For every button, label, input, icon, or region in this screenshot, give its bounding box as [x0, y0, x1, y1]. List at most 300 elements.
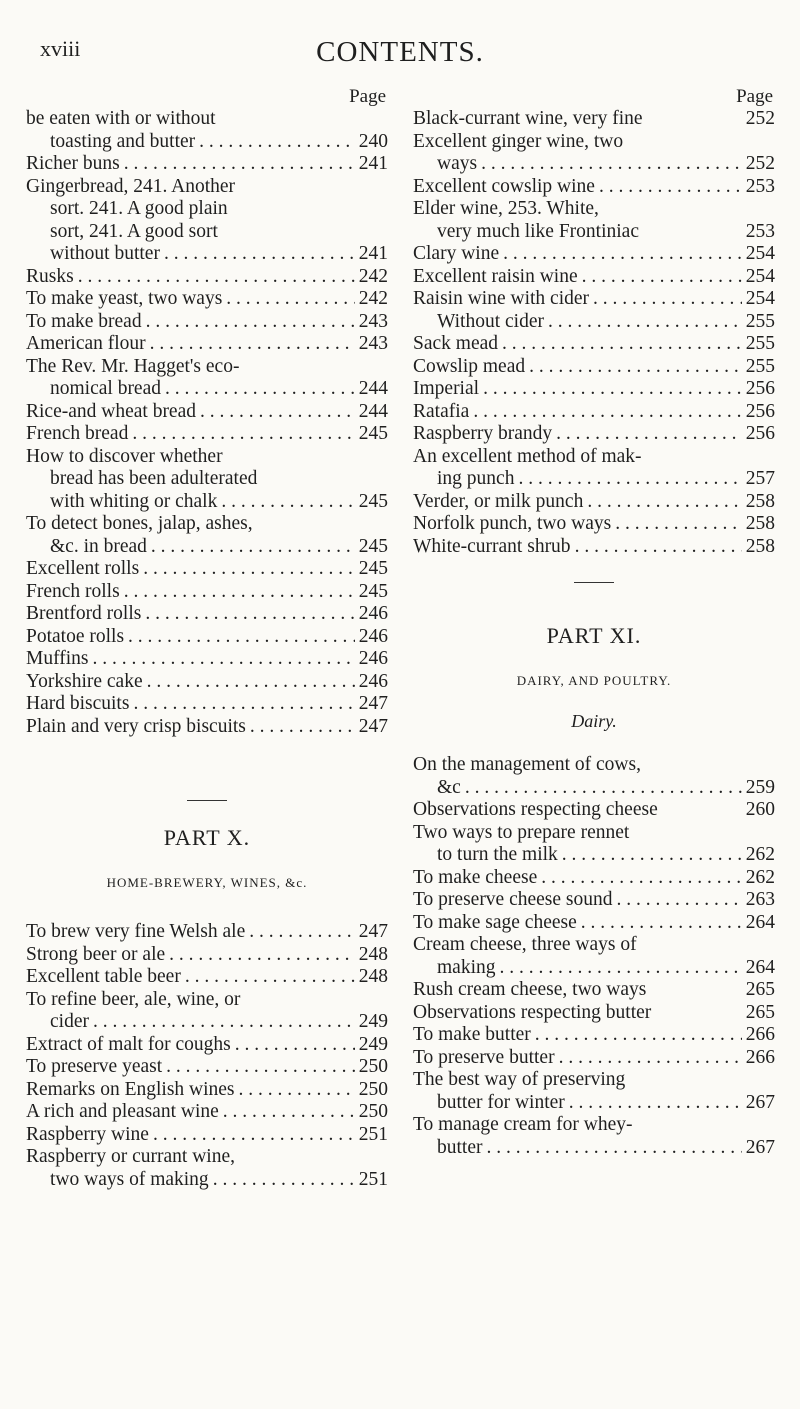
- toc-entry-line: [26, 401, 388, 424]
- toc-entry-text: To make sage cheese: [413, 911, 577, 933]
- toc-entry-line: [26, 1146, 388, 1169]
- toc-entry: [26, 603, 388, 626]
- toc-entry: [26, 176, 388, 266]
- toc-entry-text: To preserve cheese sound: [413, 889, 613, 910]
- toc-page-number: 256: [745, 400, 775, 422]
- toc-entry-text: be eaten with or without: [26, 108, 216, 129]
- toc-entry: [413, 401, 775, 424]
- toc-entry-line: [26, 603, 388, 626]
- toc-entry-line: [26, 356, 388, 379]
- toc-entry-line: [26, 153, 388, 176]
- toc-entry-line: [413, 266, 775, 289]
- toc-page-number: 245: [358, 558, 388, 579]
- toc-entry: [413, 423, 775, 446]
- toc-entry-line: [26, 581, 388, 604]
- page-title: CONTENTS.: [316, 36, 484, 68]
- toc-entry-text: Two ways to prepare rennet: [413, 821, 630, 843]
- toc-page-number: 262: [745, 866, 775, 888]
- toc-entry-line: [413, 446, 775, 469]
- leader-dots: [249, 921, 354, 944]
- toc-page-number: 246: [358, 603, 388, 624]
- toc-entry-line: [26, 716, 388, 739]
- toc-entry-text: White-currant shrub: [413, 535, 571, 557]
- toc-page-number: 258: [745, 490, 775, 512]
- toc-entry-text: An excellent method of mak-: [413, 445, 642, 467]
- toc-entry-text: Brentford rolls: [26, 603, 142, 624]
- toc-entry-line: [413, 912, 775, 935]
- toc-entry-text: Richer buns: [26, 153, 120, 174]
- toc-entry: [26, 108, 388, 153]
- toc-page-number: 247: [358, 921, 388, 942]
- toc-entry: [26, 648, 388, 671]
- toc-entry-text: Potatoe rolls: [26, 625, 125, 647]
- leader-dots: [473, 401, 741, 424]
- toc-list-part-x: [26, 921, 388, 1191]
- toc-entry: [413, 131, 775, 176]
- toc-entry: [413, 333, 775, 356]
- toc-entry: [26, 1146, 388, 1191]
- toc-page-number: 254: [745, 265, 775, 287]
- toc-entry-line: [413, 957, 775, 980]
- toc-page-number: 264: [745, 911, 775, 933]
- toc-entry: [26, 626, 388, 649]
- section-heading: Dairy.: [571, 711, 617, 731]
- leader-dots: [78, 266, 355, 289]
- toc-entry: [26, 513, 388, 558]
- toc-entry-line: [413, 1002, 775, 1025]
- toc-entry-text: ways: [437, 153, 478, 174]
- toc-entry: [413, 889, 775, 912]
- toc-entry: [413, 754, 775, 799]
- toc-entry: [26, 966, 388, 989]
- toc-entry-text: Plain and very crisp biscuits: [26, 715, 246, 737]
- toc-page-number: 254: [745, 288, 775, 309]
- toc-entry-line: [26, 131, 388, 154]
- leader-dots: [124, 581, 355, 604]
- leader-dots: [235, 1034, 355, 1057]
- part-subheading: HOME-BREWERY, WINES, &c.: [106, 875, 308, 890]
- toc-entry: [26, 311, 388, 334]
- toc-entry-text: Excellent raisin wine: [413, 265, 578, 287]
- toc-entry-line: [26, 266, 388, 289]
- toc-page-number: 258: [745, 535, 775, 557]
- toc-entry-text: Excellent ginger wine, two: [413, 130, 624, 152]
- leader-dots: [486, 1137, 741, 1160]
- leader-dots: [518, 468, 741, 491]
- toc-entry: [26, 693, 388, 716]
- leader-dots: [223, 1101, 355, 1124]
- leader-dots: [503, 243, 742, 266]
- toc-entry-line: [26, 558, 388, 581]
- toc-entry-line: [413, 754, 775, 777]
- toc-entry: [413, 822, 775, 867]
- toc-entry-line: [26, 693, 388, 716]
- toc-entry-text: Verder, or milk punch: [413, 490, 584, 512]
- toc-entry: [26, 1034, 388, 1057]
- leader-dots: [132, 423, 354, 446]
- toc-page-number: 250: [358, 1078, 388, 1100]
- toc-page-number: 245: [358, 580, 388, 602]
- toc-entry-text: Observations respecting butter: [413, 1001, 652, 1023]
- leader-dots: [153, 1124, 355, 1147]
- leader-dots: [128, 626, 355, 649]
- toc-entry: [413, 266, 775, 289]
- toc-entry-line: [26, 921, 388, 944]
- toc-entry-text: butter: [437, 1136, 483, 1158]
- toc-entry-text: To detect bones, jalap, ashes,: [26, 513, 253, 534]
- toc-entry: [413, 799, 775, 822]
- leader-dots: [165, 378, 355, 401]
- toc-page-number: 252: [745, 108, 775, 129]
- toc-entry-line: [26, 108, 388, 131]
- leader-dots: [147, 671, 355, 694]
- toc-page-number: 253: [745, 220, 775, 242]
- toc-page-number: 265: [745, 1001, 775, 1023]
- toc-entry-text: making: [437, 956, 496, 978]
- toc-entry-text: Raspberry brandy: [413, 423, 553, 444]
- leader-dots: [164, 243, 355, 266]
- toc-entry-text: &c: [437, 776, 461, 798]
- toc-entry-text: Extract of malt for coughs: [26, 1033, 231, 1055]
- page-column-label: Page: [349, 86, 386, 107]
- toc-entry-text: Remarks on English wines: [26, 1078, 235, 1100]
- toc-entry-line: [26, 176, 388, 199]
- part-subheading: DAIRY, AND POULTRY.: [516, 673, 672, 688]
- toc-entry-line: [26, 513, 388, 536]
- toc-entry: [26, 944, 388, 967]
- toc-entry: [413, 934, 775, 979]
- leader-dots: [587, 491, 741, 514]
- leader-dots: [582, 266, 742, 289]
- toc-entry: [413, 108, 775, 131]
- toc-page-number: 248: [358, 943, 388, 965]
- toc-entry-line: [413, 333, 775, 356]
- page-header: [40, 36, 760, 76]
- toc-entry-line: [413, 1069, 775, 1092]
- toc-entry-text: To manage cream for whey-: [413, 1114, 633, 1135]
- leader-dots: [166, 1056, 355, 1079]
- toc-page-number: 254: [745, 243, 775, 264]
- toc-page-number: 259: [745, 776, 775, 798]
- leader-dots: [239, 1079, 355, 1102]
- toc-entry-line: [413, 1137, 775, 1160]
- leader-dots: [185, 966, 355, 989]
- toc-page-number: 250: [358, 1101, 388, 1122]
- toc-page-number: 243: [358, 333, 388, 354]
- leader-dots: [150, 333, 355, 356]
- toc-entry-text: American flour: [26, 333, 146, 354]
- toc-entry-line: [26, 1124, 388, 1147]
- toc-entry: [413, 198, 775, 243]
- toc-entry-line: [413, 777, 775, 800]
- toc-entry-line: [26, 944, 388, 967]
- toc-entry-text: cider: [50, 1011, 89, 1032]
- leader-dots: [250, 716, 355, 739]
- toc-page-number: 249: [358, 1033, 388, 1055]
- toc-entry-line: [26, 1011, 388, 1034]
- leader-dots: [615, 513, 742, 536]
- toc-entry-text: Raspberry wine: [26, 1123, 149, 1145]
- toc-page-number: 255: [745, 333, 775, 354]
- toc-entry-text: Excellent cowslip wine: [413, 175, 595, 197]
- toc-entry: [26, 1056, 388, 1079]
- toc-entry-text: Rusks: [26, 265, 74, 287]
- toc-page-number: 256: [745, 378, 775, 399]
- toc-page-number: 247: [358, 715, 388, 737]
- toc-entry: [413, 867, 775, 890]
- toc-entry-line: [26, 626, 388, 649]
- toc-entry-text: French rolls: [26, 580, 120, 602]
- leader-dots: [541, 867, 742, 890]
- leader-dots: [199, 131, 355, 154]
- toc-entry: [26, 423, 388, 446]
- leader-dots: [535, 1024, 742, 1047]
- toc-entry: [413, 1047, 775, 1070]
- toc-entry-text: The Rev. Mr. Hagget's eco-: [26, 355, 240, 377]
- toc-entry-text: nomical bread: [50, 378, 161, 399]
- leader-dots: [146, 311, 355, 334]
- toc-entry-line: [413, 979, 775, 1002]
- part-heading: PART X.: [163, 825, 251, 850]
- toc-entry-line: [26, 198, 388, 221]
- toc-entry-line: [413, 288, 775, 311]
- toc-entry-text: Without cider: [437, 310, 544, 332]
- left-column: [26, 86, 388, 1191]
- toc-entry-text: two ways of making: [50, 1168, 209, 1190]
- toc-page-number: 255: [745, 310, 775, 332]
- toc-entry-text: sort. 241. A good plain: [50, 198, 228, 219]
- toc-page-number: 266: [745, 1046, 775, 1068]
- toc-entry: [26, 1101, 388, 1124]
- leader-dots: [200, 401, 355, 424]
- toc-entry: [413, 176, 775, 199]
- toc-page-number: 246: [358, 670, 388, 692]
- toc-entry: [26, 581, 388, 604]
- toc-entry-text: Cream cheese, three ways of: [413, 934, 637, 955]
- toc-entry-text: Ratafia: [413, 400, 470, 422]
- toc-list-part-x-continued: [413, 108, 775, 558]
- toc-entry: [26, 989, 388, 1034]
- toc-page-number: 265: [745, 979, 775, 1000]
- leader-dots: [529, 356, 742, 379]
- toc-entry: [413, 979, 775, 1002]
- toc-entry-text: Muffins: [26, 648, 89, 669]
- toc-page-number: 256: [745, 423, 775, 444]
- leader-dots: [133, 693, 354, 716]
- toc-entry-text: Excellent table beer: [26, 966, 181, 987]
- toc-entry-line: [26, 378, 388, 401]
- toc-entry: [413, 536, 775, 559]
- toc-entry-line: [26, 1056, 388, 1079]
- toc-entry-text: To make cheese: [413, 866, 538, 888]
- toc-entry: [413, 1002, 775, 1025]
- toc-page-number: 246: [358, 648, 388, 669]
- toc-page-number: 246: [358, 625, 388, 647]
- toc-entry-line: [26, 1034, 388, 1057]
- toc-entry-text: Cowslip mead: [413, 355, 526, 377]
- leader-dots: [562, 844, 742, 867]
- leader-dots: [569, 1092, 742, 1115]
- toc-entry: [26, 671, 388, 694]
- toc-page-number: 257: [745, 468, 775, 489]
- toc-page-number: 253: [745, 175, 775, 197]
- toc-page-number: 240: [358, 130, 388, 152]
- toc-entry-text: Yorkshire cake: [26, 670, 143, 692]
- toc-entry-text: Gingerbread, 241. Another: [26, 175, 236, 197]
- toc-page-number: 260: [745, 799, 775, 820]
- toc-entry-text: toasting and butter: [50, 130, 196, 152]
- toc-page-number: 264: [745, 956, 775, 978]
- leader-dots: [548, 311, 742, 334]
- toc-entry: [413, 311, 775, 334]
- toc-entry-text: A rich and pleasant wine: [26, 1101, 219, 1122]
- toc-entry-line: [413, 153, 775, 176]
- toc-entry: [26, 266, 388, 289]
- leader-dots: [581, 912, 742, 935]
- toc-entry-text: How to discover whether: [26, 445, 223, 467]
- toc-page-number: 255: [745, 355, 775, 377]
- toc-entry-line: [26, 423, 388, 446]
- toc-entry-line: [413, 243, 775, 266]
- toc-page-number: 262: [745, 844, 775, 865]
- toc-entry: [26, 558, 388, 581]
- toc-entry-text: to turn the milk: [437, 844, 558, 865]
- toc-entry-line: [26, 966, 388, 989]
- toc-entry-text: To refine beer, ale, wine, or: [26, 988, 241, 1010]
- part-heading: PART XI.: [546, 623, 642, 648]
- toc-page-number: 252: [745, 153, 775, 174]
- toc-entry-text: Rice-and wheat bread: [26, 400, 196, 422]
- page-number: xviii: [40, 36, 81, 61]
- toc-entry-text: Excellent rolls: [26, 558, 140, 579]
- toc-entry-text: To make yeast, two ways: [26, 288, 223, 309]
- leader-dots: [575, 536, 742, 559]
- toc-entry-text: bread has been adulterated: [50, 468, 258, 489]
- toc-entry-line: [413, 176, 775, 199]
- toc-entry: [26, 1124, 388, 1147]
- toc-entry: [413, 912, 775, 935]
- toc-entry-text: Rush cream cheese, two ways: [413, 979, 647, 1000]
- toc-entry-line: [413, 401, 775, 424]
- toc-entry-text: To brew very fine Welsh ale: [26, 921, 246, 942]
- toc-page-number: 241: [358, 153, 388, 174]
- leader-dots: [226, 288, 354, 311]
- toc-entry-line: [413, 131, 775, 154]
- toc-page-number: 242: [358, 265, 388, 287]
- toc-page-number: 247: [358, 693, 388, 714]
- toc-entry-text: The best way of preserving: [413, 1069, 626, 1090]
- toc-entry-line: [26, 536, 388, 559]
- toc-entry-line: [413, 311, 775, 334]
- toc-entry-text: To preserve yeast: [26, 1056, 163, 1077]
- toc-entry-text: Black-currant wine, very fine: [413, 108, 643, 129]
- toc-entry-line: [26, 1169, 388, 1192]
- toc-entry-text: On the management of cows,: [413, 754, 641, 775]
- toc-entry-text: Imperial: [413, 378, 480, 399]
- toc-page-number: 245: [358, 490, 388, 512]
- toc-entry-text: Observations respecting cheese: [413, 799, 658, 820]
- toc-entry-text: with whiting or chalk: [50, 490, 218, 512]
- leader-dots: [502, 333, 742, 356]
- toc-entry-line: [413, 468, 775, 491]
- toc-entry-line: [413, 934, 775, 957]
- toc-entry-text: To preserve butter: [413, 1046, 555, 1068]
- toc-entry-line: [26, 989, 388, 1012]
- toc-page-number: 266: [745, 1024, 775, 1045]
- toc-entry: [26, 333, 388, 356]
- toc-entry-text: &c. in bread: [50, 535, 147, 557]
- toc-page-number: 250: [358, 1056, 388, 1077]
- leader-dots: [481, 153, 742, 176]
- toc-entry-line: [26, 468, 388, 491]
- leader-dots: [169, 944, 355, 967]
- toc-entry: [413, 1069, 775, 1114]
- toc-page-number: 249: [358, 1011, 388, 1032]
- toc-page-number: 245: [358, 423, 388, 444]
- toc-entry-line: [413, 536, 775, 559]
- toc-page-number: 251: [358, 1168, 388, 1190]
- toc-entry: [26, 1079, 388, 1102]
- toc-entry: [413, 356, 775, 379]
- toc-entry: [413, 1024, 775, 1047]
- toc-entry-text: Raisin wine with cider: [413, 288, 590, 309]
- section-divider: [574, 582, 614, 583]
- toc-entry: [26, 401, 388, 424]
- toc-entry-text: Clary wine: [413, 243, 500, 264]
- toc-entry-line: [26, 648, 388, 671]
- toc-entry-text: sort, 241. A good sort: [50, 220, 218, 242]
- toc-entry-line: [26, 311, 388, 334]
- toc-entry: [26, 153, 388, 176]
- leader-dots: [556, 423, 742, 446]
- toc-page-number: 267: [745, 1136, 775, 1158]
- toc-list-part-xi: [413, 754, 775, 1159]
- toc-page-number: 244: [358, 400, 388, 422]
- leader-dots: [221, 491, 354, 514]
- section-divider: [187, 800, 227, 801]
- toc-entry-text: Norfolk punch, two ways: [413, 513, 612, 534]
- leader-dots: [145, 603, 354, 626]
- toc-page-number: 251: [358, 1123, 388, 1145]
- toc-entry-text: Strong beer or ale: [26, 943, 166, 965]
- toc-page-number: 248: [358, 966, 388, 987]
- toc-entry: [413, 288, 775, 311]
- toc-entry-line: [413, 423, 775, 446]
- leader-dots: [143, 558, 355, 581]
- toc-entry-line: [26, 333, 388, 356]
- leader-dots: [465, 777, 742, 800]
- toc-entry-text: butter for winter: [437, 1091, 565, 1113]
- toc-entry-line: [26, 491, 388, 514]
- toc-entry-text: To make butter: [413, 1024, 531, 1045]
- toc-entry-line: [26, 1079, 388, 1102]
- toc-entry-text: Elder wine, 253. White,: [413, 198, 599, 219]
- toc-entry: [413, 378, 775, 401]
- toc-entry-line: [413, 221, 775, 244]
- toc-entry: [26, 921, 388, 944]
- toc-entry-text: very much like Frontiniac: [437, 220, 639, 242]
- toc-entry-line: [413, 799, 775, 822]
- leader-dots: [559, 1047, 742, 1070]
- toc-entry-line: [26, 243, 388, 266]
- toc-entry-line: [413, 108, 775, 131]
- toc-entry-line: [26, 446, 388, 469]
- toc-entry-line: [26, 671, 388, 694]
- toc-entry-line: [413, 867, 775, 890]
- toc-entry: [413, 446, 775, 491]
- toc-list-part-ix: [26, 108, 388, 738]
- toc-entry: [413, 243, 775, 266]
